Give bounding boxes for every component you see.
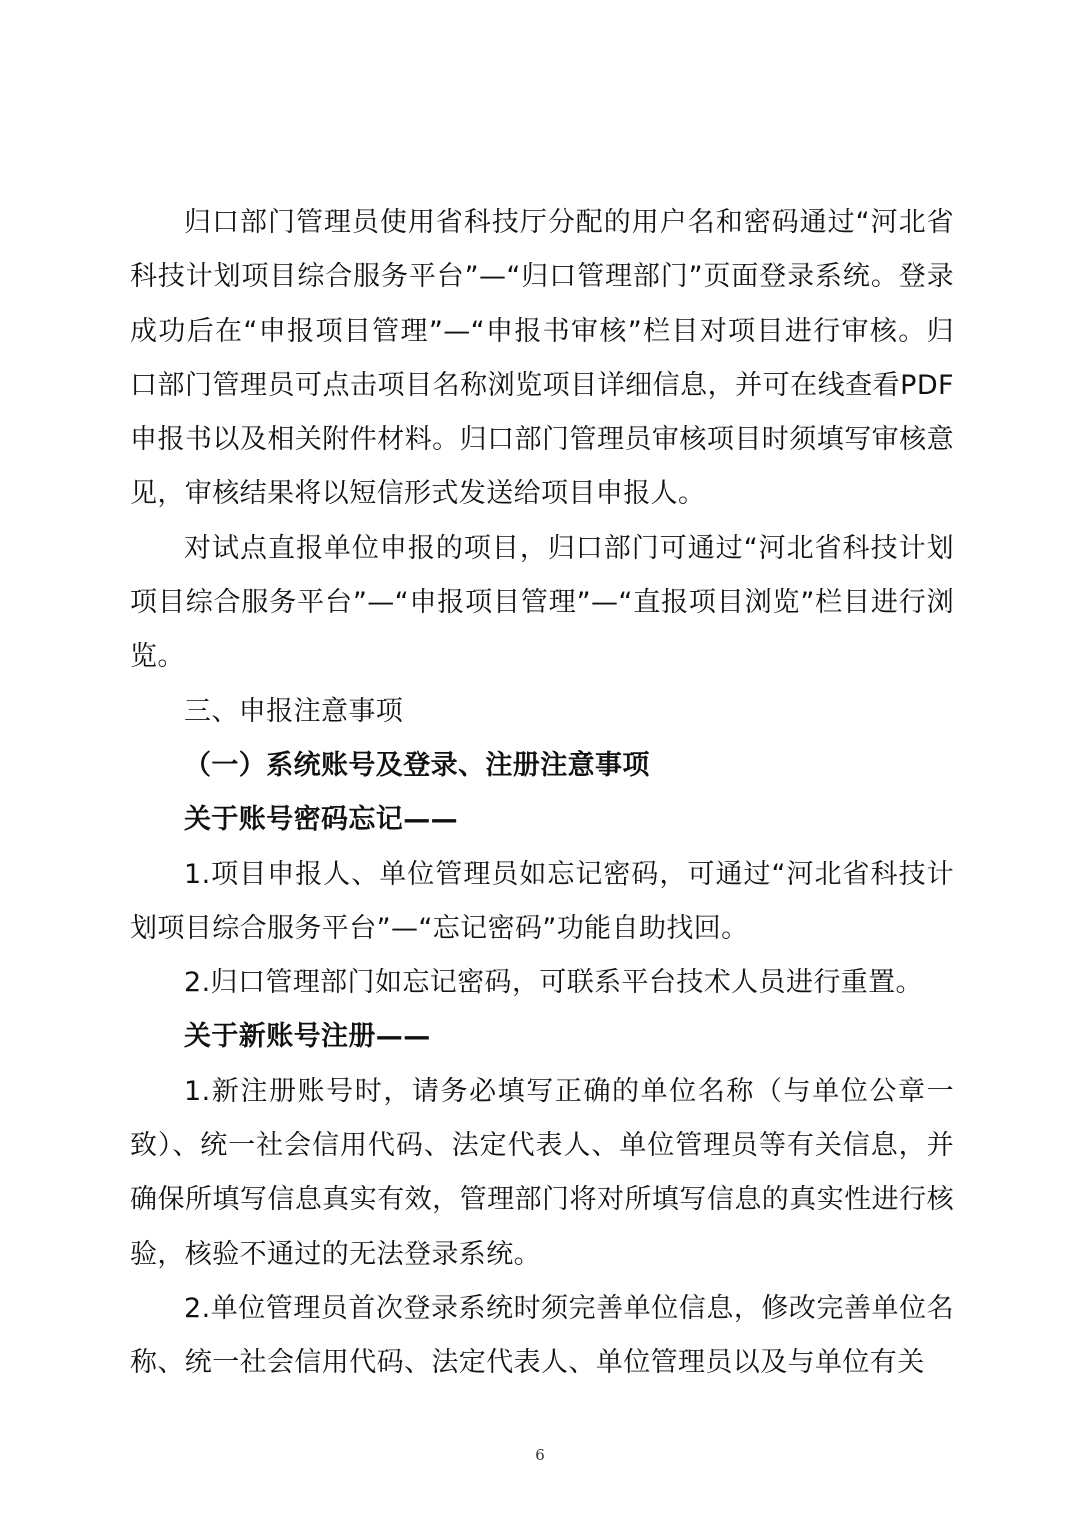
paragraph-password-item-1: 1.项目申报人、单位管理员如忘记密码，可通过“河北省科技计划项目综合服务平台”—“忘记密码”功能自助找回。 xyxy=(130,858,954,944)
section-heading-notes: 三、申报注意事项 xyxy=(184,695,404,727)
paragraph-password-item-2: 2.归口管理部门如忘记密码，可联系平台技术人员进行重置。 xyxy=(184,967,923,999)
topic-heading-registration: 关于新账号注册—— xyxy=(184,1021,431,1053)
topic-heading-password: 关于账号密码忘记—— xyxy=(184,804,458,836)
page-number: 6 xyxy=(535,1446,545,1464)
paragraph-direct-report-browse: 对试点直报单位申报的项目，归口部门可通过“河北省科技计划项目综合服务平台”—“申报项目管理”—“直报项目浏览”栏目进行浏览。 xyxy=(130,532,954,673)
paragraph-registration-item-1: 1.新注册账号时，请务必填写正确的单位名称（与单位公章一致）、统一社会信用代码、法定代表人、单位管理员等有关信息，并确保所填写信息真实有效，管理部门将对所填写信息的真实性进行核验，核验不通过的无法登录系统。 xyxy=(130,1075,954,1270)
paragraph-login-procedure: 归口部门管理员使用省科技厅分配的用户名和密码通过“河北省科技计划项目综合服务平台”—“归口管理部门”页面登录系统。登录成功后在“申报项目管理”—“申报书审核”栏目对项目进行审核。归口部门管理员可点击项目名称浏览项目详细信息，并可在线查看PDF申报书以及相关附件材料。归口部门管理员审核项目时须填写审核意见，审核结果将以短信形式发送给项目申报人。 xyxy=(130,207,954,510)
document-body xyxy=(130,196,954,1391)
paragraph-registration-item-2: 2.单位管理员首次登录系统时须完善单位信息，修改完善单位名称、统一社会信用代码、法定代表人、单位管理员以及与单位有关 xyxy=(130,1292,954,1379)
subsection-heading-account: （一）系统账号及登录、注册注意事项 xyxy=(184,749,650,781)
